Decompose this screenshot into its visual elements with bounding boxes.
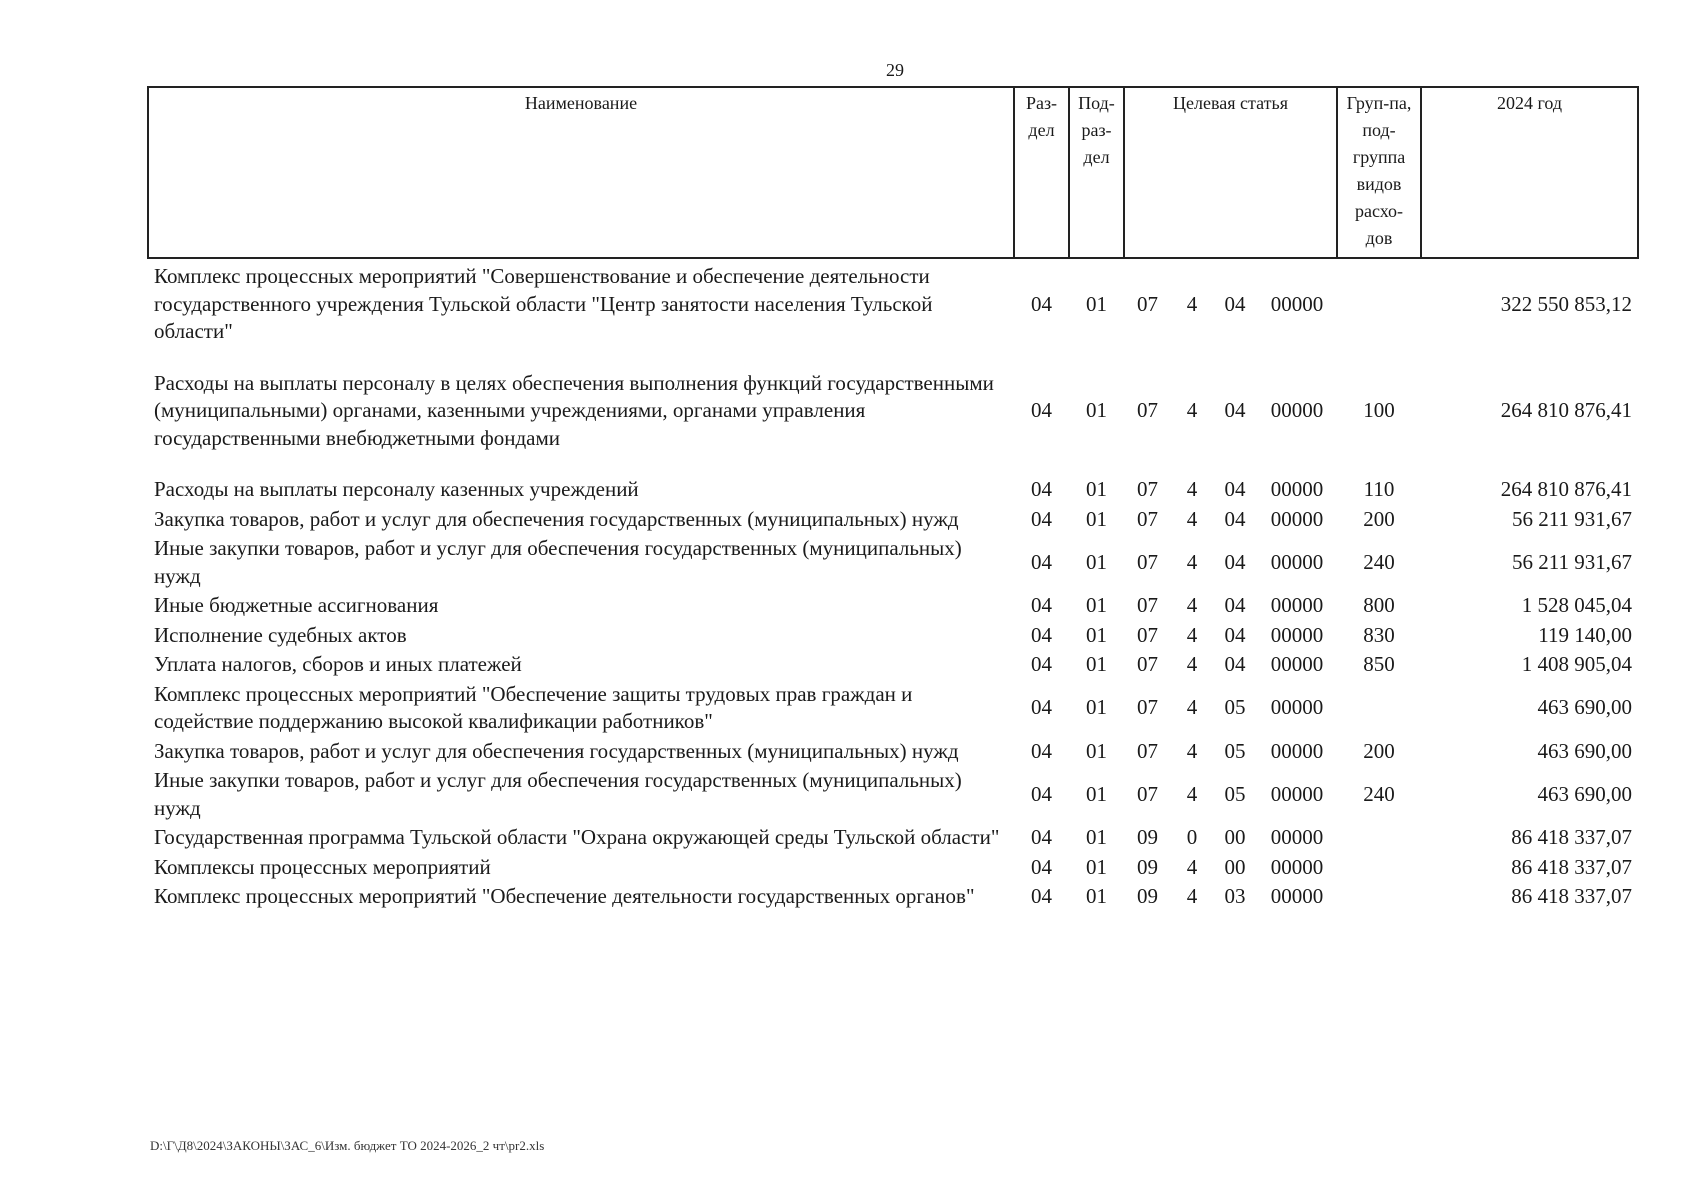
cell-target-4: 00000 bbox=[1270, 506, 1324, 531]
cell-target-3: 04 bbox=[1224, 652, 1246, 676]
cell-name: Закупка товаров, работ и услуг для обеспечения государственных (муниципальных) нужд bbox=[154, 738, 959, 763]
footer-file-path: D:\Г\Д8\2024\ЗАКОНЫ\ЗАС_6\Изм. бюджет ТО 2024-2026_2 чт\pr2.xls bbox=[150, 1138, 545, 1153]
cell-target-1: 07 bbox=[1137, 622, 1158, 647]
cell-target-4: 00000 bbox=[1270, 477, 1324, 501]
cell-target-2: 4 bbox=[1186, 854, 1198, 879]
cell-section: 04 bbox=[1031, 593, 1052, 617]
cell-target-1: 09 bbox=[1137, 825, 1158, 849]
cell-amount: 264 810 876,41 bbox=[1500, 477, 1633, 501]
cell-subsection: 01 bbox=[1086, 292, 1107, 316]
cell-subsection: 01 bbox=[1086, 825, 1107, 849]
cell-target-1: 07 bbox=[1137, 292, 1158, 316]
cell-expense-group: 800 bbox=[1363, 593, 1395, 617]
cell-amount: 56 211 931,67 bbox=[1512, 549, 1633, 574]
cell-amount: 1 528 045,04 bbox=[1521, 593, 1633, 617]
cell-subsection: 01 bbox=[1086, 695, 1107, 720]
table-row bbox=[148, 766, 1638, 823]
cell-target-1: 07 bbox=[1137, 781, 1158, 806]
cell-name: Исполнение судебных актов bbox=[154, 622, 407, 647]
cell-target-4: 00000 bbox=[1270, 549, 1324, 574]
cell-amount: 56 211 931,67 bbox=[1512, 506, 1633, 531]
cell-expense-group: 240 bbox=[1363, 781, 1395, 806]
cell-section: 04 bbox=[1031, 695, 1052, 720]
cell-name: Иные закупки товаров, работ и услуг для обеспечения государственных (муниципальных) нужд bbox=[154, 536, 962, 588]
cell-target-2: 4 bbox=[1186, 781, 1198, 806]
cell-name: Расходы на выплаты персоналу казенных учреждений bbox=[154, 477, 639, 501]
cell-target-2: 4 bbox=[1186, 652, 1198, 676]
cell-target-2: 4 bbox=[1186, 398, 1198, 422]
cell-target-1: 07 bbox=[1137, 549, 1158, 574]
table-row bbox=[148, 505, 1638, 535]
cell-target-4: 00000 bbox=[1270, 593, 1324, 617]
budget-table bbox=[147, 86, 1639, 912]
cell-target-1: 07 bbox=[1137, 477, 1158, 501]
cell-section: 04 bbox=[1031, 825, 1052, 849]
cell-expense-group: 240 bbox=[1363, 549, 1395, 574]
cell-section: 04 bbox=[1031, 549, 1052, 574]
cell-section: 04 bbox=[1031, 652, 1052, 676]
cell-name: Комплекс процессных мероприятий "Совершенствование и обеспечение деятельности государственного учреждения Тульской области "Центр занятости населения Тульской области" bbox=[154, 264, 933, 343]
cell-subsection: 01 bbox=[1086, 738, 1107, 763]
cell-target-3: 05 bbox=[1224, 738, 1246, 763]
table-row bbox=[148, 534, 1638, 591]
cell-target-4: 00000 bbox=[1270, 854, 1324, 879]
cell-target-2: 4 bbox=[1186, 884, 1198, 908]
cell-target-4: 00000 bbox=[1270, 292, 1324, 316]
cell-target-1: 07 bbox=[1137, 593, 1158, 617]
cell-name: Комплексы процессных мероприятий bbox=[154, 854, 491, 879]
cell-expense-group: 850 bbox=[1363, 652, 1395, 676]
cell-section: 04 bbox=[1031, 506, 1052, 531]
cell-name: Расходы на выплаты персоналу в целях обеспечения выполнения функций государственными (муниципальными) органами, казенными учреждениями, органами управления государственными внебюджетными фондами bbox=[154, 370, 994, 450]
cell-expense-group bbox=[1337, 882, 1421, 912]
cell-target-3: 04 bbox=[1224, 477, 1246, 501]
cell-target-2: 0 bbox=[1186, 825, 1198, 849]
cell-expense-group: 830 bbox=[1363, 622, 1395, 647]
cell-subsection: 01 bbox=[1086, 506, 1107, 531]
cell-target-4: 00000 bbox=[1270, 825, 1324, 849]
cell-subsection: 01 bbox=[1086, 622, 1107, 647]
cell-amount: 264 810 876,41 bbox=[1500, 398, 1633, 422]
cell-name: Государственная программа Тульской области "Охрана окружающей среды Тульской области" bbox=[154, 825, 1000, 849]
cell-target-2: 4 bbox=[1186, 622, 1198, 647]
cell-section: 04 bbox=[1031, 292, 1052, 316]
cell-name: Иные бюджетные ассигнования bbox=[154, 593, 439, 617]
cell-target-3: 04 bbox=[1224, 622, 1246, 647]
header-name: Наименование bbox=[148, 87, 1014, 258]
cell-target-1: 07 bbox=[1137, 506, 1158, 531]
table-row bbox=[148, 369, 1638, 476]
header-expense-group: Груп-па, под-группа видов расхо-дов bbox=[1337, 87, 1421, 258]
cell-section: 04 bbox=[1031, 622, 1052, 647]
cell-name: Иные закупки товаров, работ и услуг для обеспечения государственных (муниципальных) нужд bbox=[154, 768, 962, 820]
cell-name: Уплата налогов, сборов и иных платежей bbox=[154, 652, 522, 676]
cell-target-4: 00000 bbox=[1270, 695, 1324, 720]
cell-section: 04 bbox=[1031, 398, 1052, 422]
table-row bbox=[148, 591, 1638, 621]
header-section: Раз-дел bbox=[1014, 87, 1069, 258]
cell-expense-group: 110 bbox=[1363, 477, 1395, 501]
cell-expense-group bbox=[1337, 680, 1421, 737]
cell-amount: 86 418 337,07 bbox=[1511, 884, 1633, 908]
cell-section: 04 bbox=[1031, 781, 1052, 806]
cell-expense-group bbox=[1337, 823, 1421, 853]
cell-amount: 463 690,00 bbox=[1537, 695, 1633, 720]
cell-section: 04 bbox=[1031, 854, 1052, 879]
table-row bbox=[148, 823, 1638, 853]
cell-subsection: 01 bbox=[1086, 549, 1107, 574]
cell-expense-group bbox=[1337, 258, 1421, 369]
cell-target-3: 00 bbox=[1224, 825, 1246, 849]
cell-target-4: 00000 bbox=[1270, 622, 1324, 647]
cell-target-1: 09 bbox=[1137, 884, 1158, 908]
cell-target-3: 00 bbox=[1224, 854, 1246, 879]
cell-target-3: 03 bbox=[1224, 884, 1246, 908]
cell-amount: 86 418 337,07 bbox=[1511, 825, 1633, 849]
cell-expense-group: 200 bbox=[1363, 506, 1395, 531]
cell-expense-group bbox=[1337, 853, 1421, 883]
cell-amount: 1 408 905,04 bbox=[1521, 652, 1633, 676]
cell-amount: 463 690,00 bbox=[1537, 781, 1633, 806]
cell-section: 04 bbox=[1031, 884, 1052, 908]
table-row bbox=[148, 882, 1638, 912]
cell-subsection: 01 bbox=[1086, 477, 1107, 501]
cell-target-1: 07 bbox=[1137, 695, 1158, 720]
table-header-row bbox=[148, 87, 1638, 258]
cell-subsection: 01 bbox=[1086, 854, 1107, 879]
table-row bbox=[148, 650, 1638, 680]
cell-amount: 86 418 337,07 bbox=[1511, 854, 1633, 879]
cell-name: Закупка товаров, работ и услуг для обеспечения государственных (муниципальных) нужд bbox=[154, 506, 959, 531]
cell-target-4: 00000 bbox=[1270, 398, 1324, 422]
cell-subsection: 01 bbox=[1086, 884, 1107, 908]
table-row bbox=[148, 621, 1638, 651]
table-row bbox=[148, 680, 1638, 737]
cell-target-3: 05 bbox=[1224, 781, 1246, 806]
cell-target-2: 4 bbox=[1186, 549, 1198, 574]
cell-target-3: 04 bbox=[1224, 593, 1246, 617]
cell-target-3: 04 bbox=[1224, 506, 1246, 531]
table-row bbox=[148, 853, 1638, 883]
cell-target-1: 07 bbox=[1137, 652, 1158, 676]
cell-target-4: 00000 bbox=[1270, 652, 1324, 676]
cell-section: 04 bbox=[1031, 477, 1052, 501]
cell-target-1: 09 bbox=[1137, 854, 1158, 879]
cell-subsection: 01 bbox=[1086, 781, 1107, 806]
cell-target-1: 07 bbox=[1137, 738, 1158, 763]
header-year: 2024 год bbox=[1421, 87, 1638, 258]
table-body bbox=[148, 258, 1638, 912]
cell-amount: 119 140,00 bbox=[1538, 622, 1633, 647]
cell-subsection: 01 bbox=[1086, 398, 1107, 422]
cell-target-3: 04 bbox=[1224, 398, 1246, 422]
header-subsection: Под-раз-дел bbox=[1069, 87, 1124, 258]
cell-section: 04 bbox=[1031, 738, 1052, 763]
cell-target-2: 4 bbox=[1186, 738, 1198, 763]
cell-expense-group: 200 bbox=[1363, 738, 1395, 763]
cell-target-2: 4 bbox=[1186, 506, 1198, 531]
cell-expense-group: 100 bbox=[1363, 398, 1395, 422]
cell-amount: 463 690,00 bbox=[1537, 738, 1633, 763]
cell-name: Комплекс процессных мероприятий "Обеспечение деятельности государственных органов" bbox=[154, 884, 975, 908]
cell-target-4: 00000 bbox=[1270, 781, 1324, 806]
cell-subsection: 01 bbox=[1086, 593, 1107, 617]
table-row bbox=[148, 737, 1638, 767]
cell-name: Комплекс процессных мероприятий "Обеспечение защиты трудовых прав граждан и содействие поддержанию высокой квалификации работников" bbox=[154, 681, 913, 733]
cell-target-2: 4 bbox=[1186, 292, 1198, 316]
table-row bbox=[148, 258, 1638, 369]
cell-target-4: 00000 bbox=[1270, 738, 1324, 763]
cell-target-2: 4 bbox=[1186, 593, 1198, 617]
cell-target-4: 00000 bbox=[1270, 884, 1324, 908]
cell-target-1: 07 bbox=[1137, 398, 1158, 422]
page-number: 29 bbox=[886, 60, 904, 80]
cell-subsection: 01 bbox=[1086, 652, 1107, 676]
header-target-article: Целевая статья bbox=[1124, 87, 1337, 258]
cell-target-2: 4 bbox=[1186, 695, 1198, 720]
cell-target-3: 05 bbox=[1224, 695, 1246, 720]
cell-target-2: 4 bbox=[1186, 477, 1198, 501]
table-row bbox=[148, 475, 1638, 505]
cell-target-3: 04 bbox=[1224, 292, 1246, 316]
cell-target-3: 04 bbox=[1224, 549, 1246, 574]
cell-amount: 322 550 853,12 bbox=[1500, 292, 1633, 316]
